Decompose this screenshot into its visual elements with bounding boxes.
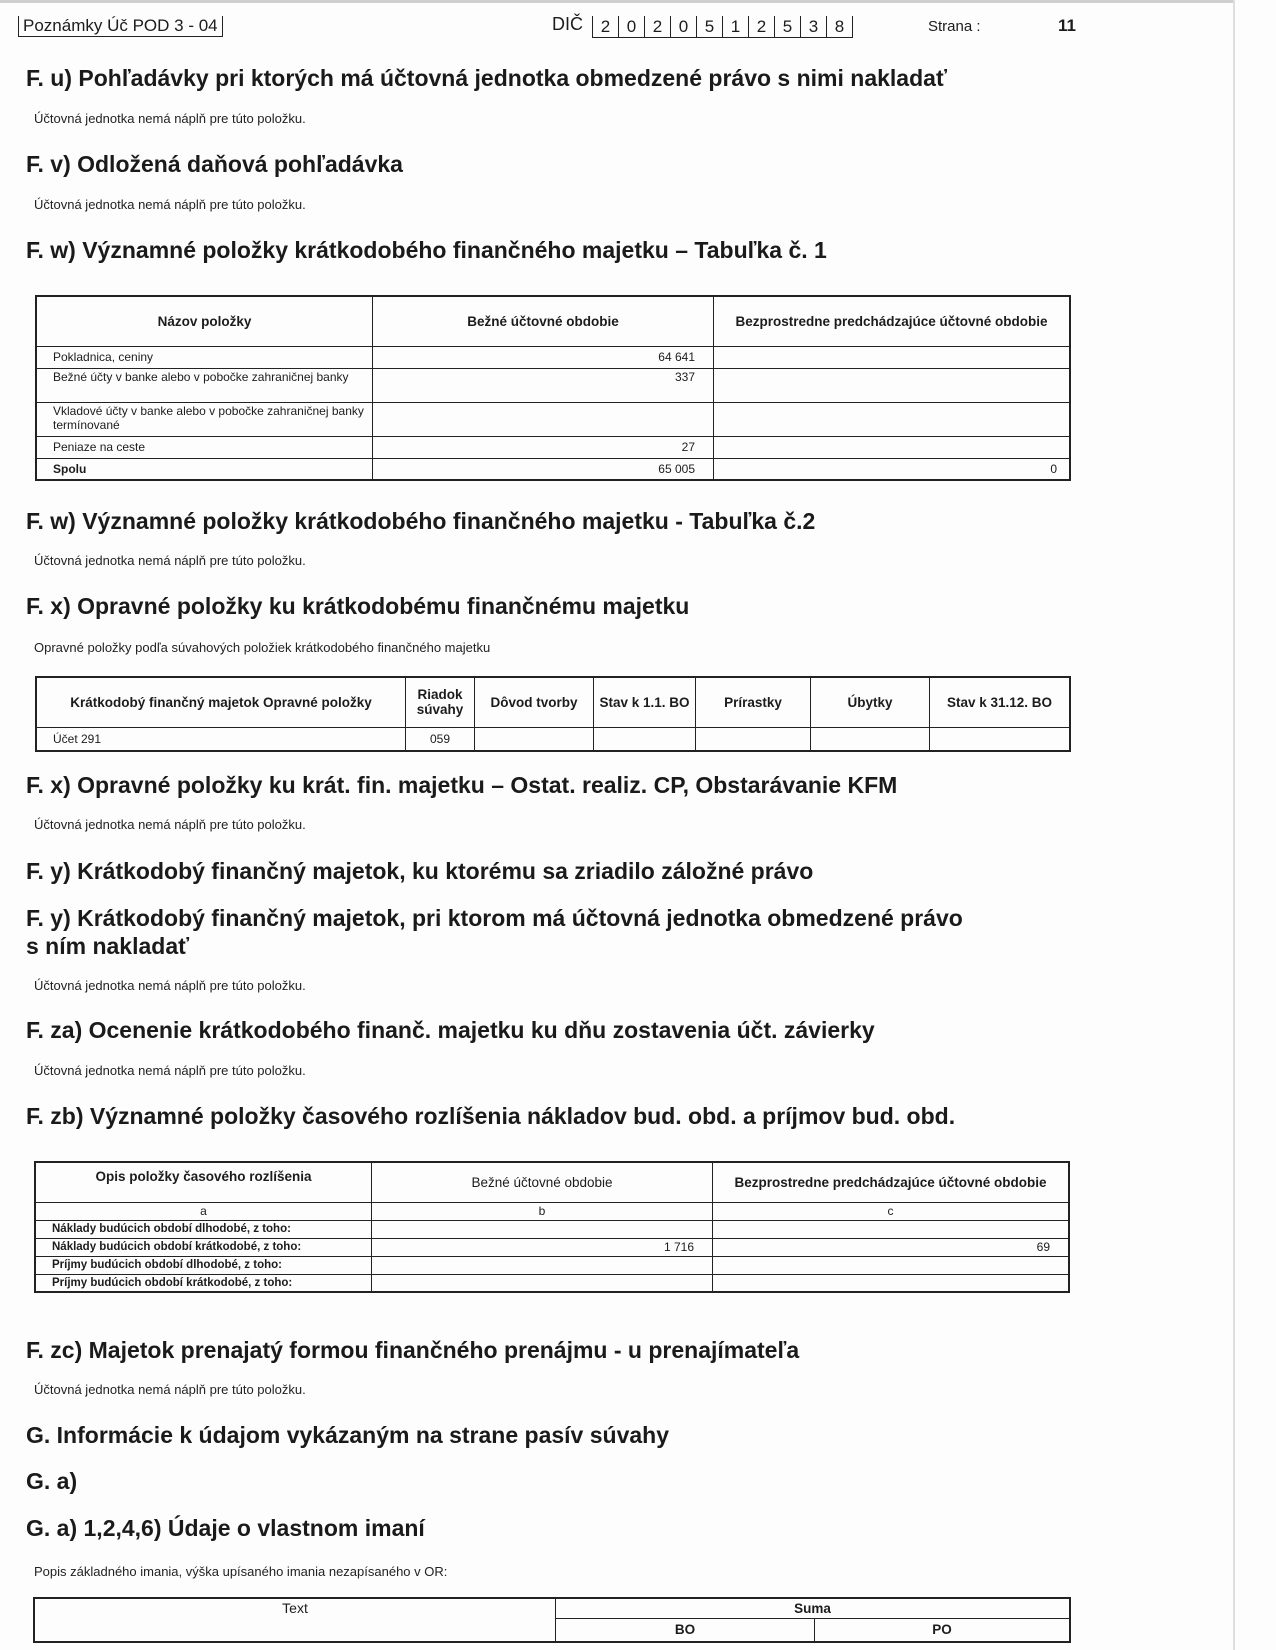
column-letter: c xyxy=(713,1202,1070,1220)
table-total-row xyxy=(36,458,1070,480)
row-previous xyxy=(713,1220,1070,1238)
total-previous: 0 xyxy=(714,458,1071,480)
section-note-fw2: Účtovná jednotka nemá náplň pre túto položku. xyxy=(34,553,306,568)
section-title-fw2: F. w) Významné položky krátkodobého finančného majetku - Tabuľka č.2 xyxy=(26,508,816,534)
table-row xyxy=(36,402,1070,436)
table-header: Dôvod tvorby xyxy=(475,677,594,727)
table-row xyxy=(36,346,1070,368)
row-name: Náklady budúcich období dlhodobé, z toho: xyxy=(35,1220,372,1238)
table-header-text: Text xyxy=(34,1598,556,1642)
section-title-fzc: F. zc) Majetok prenajatý formou finančného prenájmu - u prenajímateľa xyxy=(26,1337,800,1363)
row-previous xyxy=(714,346,1071,368)
section-title-fv: F. v) Odložená daňová pohľadávka xyxy=(26,151,403,177)
table-kfm-1 xyxy=(35,295,1071,481)
table-header: Bežné účtovné obdobie xyxy=(373,296,714,346)
row-current: 27 xyxy=(373,436,714,458)
row-current xyxy=(372,1220,713,1238)
table-subheader-po: PO xyxy=(815,1618,1071,1642)
row-current: 64 641 xyxy=(373,346,714,368)
total-name: Spolu xyxy=(36,458,373,480)
dic-digit: 5 xyxy=(775,16,801,37)
row-current xyxy=(372,1256,713,1274)
row-increase xyxy=(696,727,811,751)
section-note-fza: Účtovná jednotka nemá náplň pre túto položku. xyxy=(34,1063,306,1078)
dic-digit: 0 xyxy=(619,16,645,37)
row-name: Náklady budúcich období krátkodobé, z toho: xyxy=(35,1238,372,1256)
row-previous xyxy=(713,1274,1070,1292)
section-title-fw1: F. w) Významné položky krátkodobého finančného majetku – Tabuľka č. 1 xyxy=(26,237,827,263)
section-note-fv: Účtovná jednotka nemá náplň pre túto položku. xyxy=(34,197,306,212)
table-kfm-op xyxy=(35,676,1071,752)
row-current xyxy=(372,1274,713,1292)
section-note-fx1: Opravné položky podľa súvahových položiek krátkodobého finančného majetku xyxy=(34,640,491,655)
table-row xyxy=(36,368,1070,402)
row-decrease xyxy=(811,727,930,751)
table-header: Názov položky xyxy=(36,296,373,346)
section-title-fx1: F. x) Opravné položky ku krátkodobému finančnému majetku xyxy=(26,593,690,619)
section-title-ga: G. a) xyxy=(26,1468,78,1494)
table-header: Prírastky xyxy=(696,677,811,727)
dic-digit: 3 xyxy=(801,16,827,37)
section-title-fy1: F. y) Krátkodobý finančný majetok, ku ktorému sa zriadilo záložné právo xyxy=(26,858,814,884)
table-row xyxy=(36,727,1070,751)
section-title-fy2-line1: F. y) Krátkodobý finančný majetok, pri ktorom má účtovná jednotka obmedzené právo xyxy=(26,905,963,931)
table-header: Bezprostredne predchádzajúce účtovné obdobie xyxy=(713,1162,1070,1202)
section-title-fy2-line2: s ním nakladať xyxy=(26,933,190,959)
page-label: Strana : xyxy=(928,18,981,35)
total-current: 65 005 xyxy=(373,458,714,480)
row-end xyxy=(930,727,1071,751)
table-vlastne-imanie xyxy=(33,1597,1071,1643)
row-current xyxy=(373,402,714,436)
row-start xyxy=(594,727,696,751)
dic-digit: 2 xyxy=(749,16,775,37)
column-letter: b xyxy=(372,1202,713,1220)
section-title-fza: F. za) Ocenenie krátkodobého finanč. majetku ku dňu zostavenia účt. závierky xyxy=(26,1017,875,1043)
section-note-ga1246: Popis základného imania, výška upísaného imania nezapísaného v OR: xyxy=(34,1564,448,1579)
table-row xyxy=(35,1220,1069,1238)
section-note-fy2: Účtovná jednotka nemá náplň pre túto položku. xyxy=(34,978,306,993)
row-reason xyxy=(475,727,594,751)
row-name: Bežné účty v banke alebo v pobočke zahraničnej banky xyxy=(36,368,373,402)
table-subheader-bo: BO xyxy=(556,1618,815,1642)
row-current: 337 xyxy=(373,368,714,402)
table-row xyxy=(35,1238,1069,1256)
form-label: Poznámky Úč POD 3 - 04 xyxy=(18,16,223,37)
right-edge-line xyxy=(1233,0,1235,1650)
row-previous xyxy=(713,1256,1070,1274)
row-name: Vkladové účty v banke alebo v pobočke zahraničnej banky termínované xyxy=(36,402,373,436)
row-previous xyxy=(714,402,1071,436)
table-header: Úbytky xyxy=(811,677,930,727)
section-note-fu: Účtovná jednotka nemá náplň pre túto položku. xyxy=(34,111,306,126)
table-header: Bezprostredne predchádzajúce účtovné obdobie xyxy=(714,296,1071,346)
table-row xyxy=(35,1274,1069,1292)
row-name: Príjmy budúcich období dlhodobé, z toho: xyxy=(35,1256,372,1274)
section-note-fx2: Účtovná jednotka nemá náplň pre túto položku. xyxy=(34,817,306,832)
section-title-fzb: F. zb) Významné položky časového rozlíšenia nákladov bud. obd. a príjmov bud. obd. xyxy=(26,1103,956,1129)
row-line: 059 xyxy=(406,727,475,751)
row-name: Peniaze na ceste xyxy=(36,436,373,458)
top-edge-line xyxy=(0,0,1235,3)
dic-digit: 8 xyxy=(834,17,845,36)
section-title-fx2: F. x) Opravné položky ku krát. fin. majetku – Ostat. realiz. CP, Obstarávanie KFM xyxy=(26,772,898,798)
page-number: 11 xyxy=(1058,16,1076,35)
column-letter: a xyxy=(35,1202,372,1220)
table-header: Riadok súvahy xyxy=(406,677,475,727)
dic-digit: 2 xyxy=(645,16,671,37)
section-note-fzc: Účtovná jednotka nemá náplň pre túto položku. xyxy=(34,1382,306,1397)
table-row xyxy=(35,1256,1069,1274)
dic-digits xyxy=(592,16,853,38)
table-header: Bežné účtovné obdobie xyxy=(372,1162,713,1202)
section-title-g: G. Informácie k údajom vykázaným na strane pasív súvahy xyxy=(26,1422,669,1448)
table-header: Stav k 31.12. BO xyxy=(930,677,1071,727)
row-name: Príjmy budúcich období krátkodobé, z toho: xyxy=(35,1274,372,1292)
section-title-fu: F. u) Pohľadávky pri ktorých má účtovná jednotka obmedzené právo s nimi nakladať xyxy=(26,65,947,91)
row-name: Účet 291 xyxy=(36,727,406,751)
row-current: 1 716 xyxy=(372,1238,713,1256)
section-title-ga1246: G. a) 1,2,4,6) Údaje o vlastnom imaní xyxy=(26,1515,425,1541)
table-casove-rozlisenie xyxy=(34,1161,1070,1293)
table-header: Krátkodobý finančný majetok Opravné položky xyxy=(36,677,406,727)
dic-digit: 1 xyxy=(723,16,749,37)
row-previous: 69 xyxy=(713,1238,1070,1256)
table-header-sum: Suma xyxy=(556,1598,1071,1618)
dic-digit: 2 xyxy=(593,16,619,37)
table-row xyxy=(36,436,1070,458)
row-previous xyxy=(714,368,1071,402)
row-name: Pokladnica, ceniny xyxy=(36,346,373,368)
row-previous xyxy=(714,436,1071,458)
table-header: Opis položky časového rozlíšenia xyxy=(35,1162,372,1202)
table-header: Stav k 1.1. BO xyxy=(594,677,696,727)
dic-digit: 5 xyxy=(697,16,723,37)
dic-digit: 0 xyxy=(671,16,697,37)
dic-label: DIČ xyxy=(552,14,583,34)
